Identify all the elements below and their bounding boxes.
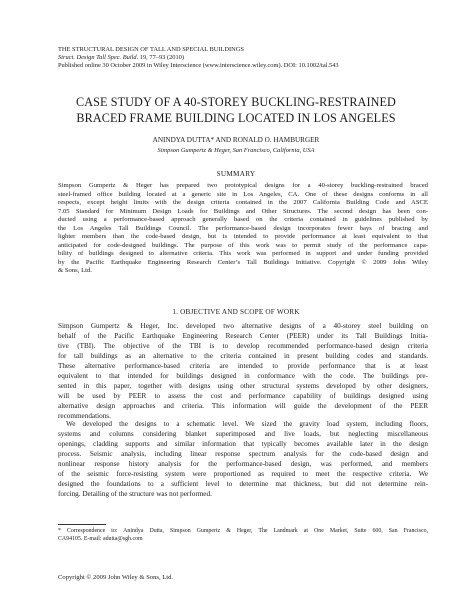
- summary-heading: SUMMARY: [216, 170, 256, 178]
- abstract-text: [58, 182, 428, 276]
- citation-abbrev: Struct. Design Tall Spec. Build.: [58, 54, 139, 62]
- abstract-line: ducted using a performance-based approach generally based on the criteria contained in guidelines published by: [58, 216, 428, 223]
- body-line: behalf of the Pacific Earthquake Engineering Research Center (PEER) under its Tall Buildings Initia-: [58, 331, 428, 340]
- paper-title: [40, 95, 432, 126]
- journal-name: THE STRUCTURAL DESIGN OF TALL AND SPECIAL BUILDINGS: [58, 46, 244, 53]
- journal-header: [58, 46, 428, 71]
- body-line: sented in this paper, together with designs using other structural systems developed by other designers,: [58, 381, 428, 390]
- body-line: will be used by PEER to assess the cost and performance capability of buildings designed using: [58, 391, 428, 400]
- title-line-2: BRACED FRAME BUILDING LOCATED IN LOS ANGELES: [76, 110, 396, 125]
- body-line: openings, cladding supports and similar information that typically becomes available later in the design: [58, 439, 428, 448]
- body-line: of the seismic force-resisting system were proportioned as required to meet the respective criteria. We: [58, 469, 428, 478]
- abstract-line: & Sons, Ltd.: [58, 267, 92, 274]
- body-line: process. Seismic analysis, including linear response spectrum analysis for the code-based design and: [58, 449, 428, 458]
- abstract-line: by the Pacific Earthquake Engineering Research Center’s Tall Buildings Initiative. Copyright © 2009 John Wiley: [58, 258, 428, 266]
- body-paragraph-2: [58, 420, 428, 500]
- body-line: for tall buildings as an alternative to the criteria contained in present building codes and standards.: [58, 351, 428, 360]
- body-line: We developed the designs to a schematic level. We sized the gravity load system, including floors,: [66, 420, 428, 428]
- abstract-line: anticipated for code-designed buildings. The purpose of this work was to permit study of the performance capa-: [58, 241, 428, 249]
- body-line: alternative design approaches and criteria. This information will guide the development of the PEER: [58, 401, 428, 410]
- footnote-rule: [58, 524, 106, 525]
- abstract-line: bility of buildings designed to alternative criteria. This work was performed in support and under funding provided: [58, 250, 428, 257]
- footnote-line: CA94105. E-mail: adutta@sgh.com: [58, 535, 143, 542]
- abstract-line: 7.05 Standard for Minimum Design Loads for Buildings and Other Structures. The second design has been con-: [58, 207, 428, 215]
- footnote-line: * Correspondence to: Anindya Dutta, Simpson Gumpertz & Heger, The Landmark at One Market, Suite 600, San Francisco,: [58, 528, 428, 534]
- abstract-line: Simpson Gumpertz & Heger has prepared two prototypical designs for a 40-storey buckling-restrained braced: [58, 182, 428, 189]
- body-line: forcing. Detailing of the structure was not performed.: [58, 489, 212, 498]
- author-affiliation: Simpson Gumpertz & Heger, San Francisco, California, USA: [157, 147, 315, 154]
- abstract-line: respects, except height limits with the design criteria contained in the 2007 California Building Code and ASCE: [58, 199, 428, 206]
- body-line: Simpson Gumpertz & Heger, Inc. developed two alternative designs of a 40-storey steel building on: [58, 322, 428, 330]
- publication-info: Published online 30 October 2009 in Wiley Interscience (www.interscience.wiley.com). DOI: 10.1002/tal.543: [58, 62, 339, 70]
- abstract-line: steel-framed office building located at a generic site in Los Angeles, CA. One of these designs conforms in all: [58, 190, 428, 198]
- author-list: ANINDYA DUTTA* AND RONALD O. HAMBURGER: [152, 136, 320, 144]
- abstract-line: the Los Angeles Tall Buildings Council. The performance-based design incorporates fewer bays of bracing and: [58, 224, 428, 232]
- body-paragraph-1: [58, 322, 428, 422]
- body-line: equivalent to that intended for buildings designed in conformance with the code. The buildings pre-: [58, 371, 428, 380]
- body-line: tive (TBI). The objective of the TBI is to develop recommended performance-based design criteria: [58, 341, 428, 350]
- abstract-line: lighter members than the code-based design, but is intended to provide performance at least equivalent to that: [58, 233, 428, 240]
- body-line: systems and columns considering blanket superimposed and live loads, but neglecting miscellaneous: [58, 429, 428, 438]
- body-line: recommendations.: [58, 411, 111, 420]
- footnote: [58, 528, 428, 543]
- body-line: nonlinear response history analysis for the performance-based design, was performed, and members: [58, 459, 428, 468]
- section-heading: 1. OBJECTIVE AND SCOPE OF WORK: [172, 308, 300, 316]
- citation-volume: 19, 77–93 (2010): [138, 54, 184, 62]
- copyright-notice: Copyright © 2009 John Wiley & Sons, Ltd.: [58, 574, 174, 581]
- journal-citation: [58, 54, 428, 62]
- body-line: designed the foundations to a sufficient level to determine mat thickness, but did not determine rein-: [58, 479, 428, 488]
- title-line-1: CASE STUDY OF A 40-STOREY BUCKLING-RESTRAINED: [76, 95, 396, 109]
- body-line: These alternative performance-based criteria are intended to provide performance that is at least: [58, 361, 428, 370]
